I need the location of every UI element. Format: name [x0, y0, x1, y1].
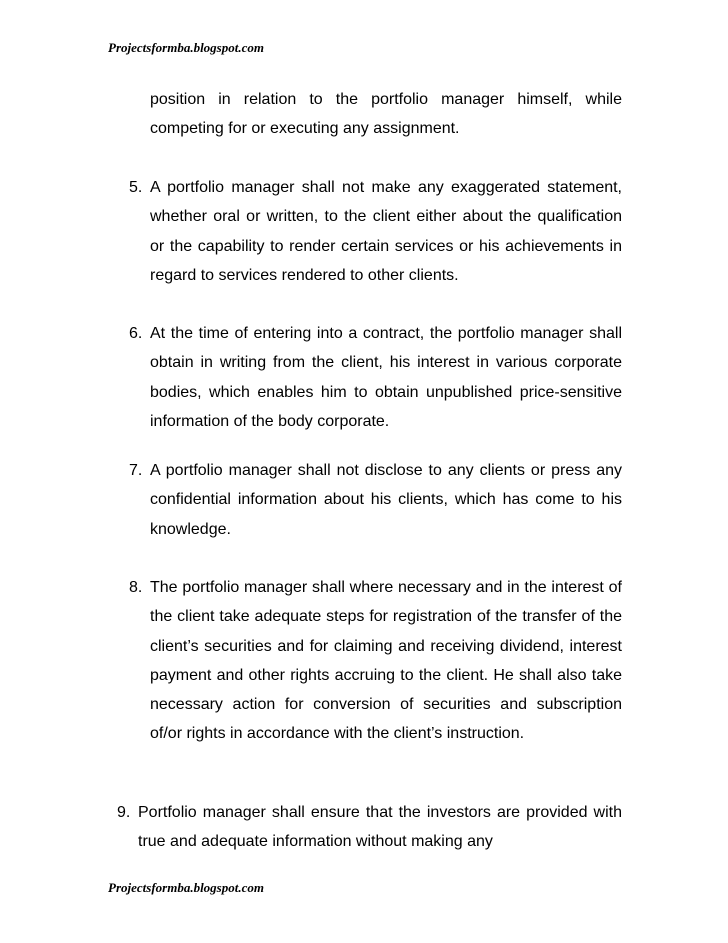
list-item-text: Portfolio manager shall ensure that the investors are provided with true and adequate information without making any	[138, 804, 622, 851]
list-item-number: 6.	[129, 325, 143, 342]
list-item-text: A portfolio manager shall not make any exaggerated statement, whether oral or written, to the client either about the qualification or the capability to render certain services or his achievements in regard to services rendered to other clients.	[150, 179, 622, 284]
running-footer: Projectsformba.blogspot.com	[108, 880, 264, 895]
running-header: Projectsformba.blogspot.com	[108, 40, 264, 55]
continued-paragraph: position in relation to the portfolio manager himself, while competing for or executing any assignment.	[150, 91, 622, 138]
list-item-text: The portfolio manager shall where necessary and in the interest of the client take adequate steps for registration of the transfer of the client’s securities and for claiming and receiving dividend, interest payment and other rights accruing to the client. He shall also take necessary action for conversion of securities and subscription of/or rights in accordance with the client’s instruction.	[150, 579, 622, 743]
list-item-number: 7.	[129, 462, 143, 479]
list-item-number: 8.	[129, 579, 143, 596]
list-item-number: 9.	[117, 804, 131, 821]
list-item-number: 5.	[129, 179, 143, 196]
list-item-text: A portfolio manager shall not disclose to any clients or press any confidential information about his clients, which has come to his knowledge.	[150, 462, 622, 538]
list-item-text: At the time of entering into a contract, the portfolio manager shall obtain in writing from the client, his interest in various corporate bodies, which enables him to obtain unpublished price-sensitive information of the body corporate.	[150, 325, 622, 430]
